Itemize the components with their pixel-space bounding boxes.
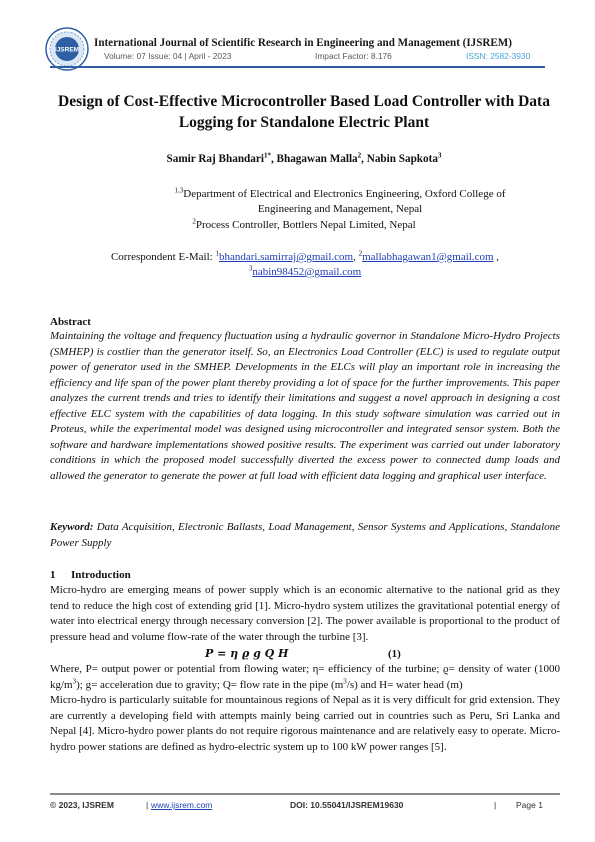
- email-link[interactable]: nabin98452@gmail.com: [252, 266, 362, 278]
- intro-paragraph-where: [50, 662, 560, 693]
- where-text: Where, P= output power or potential from flowing water; η= efficiency of the turbine; ϱ= density of water (1000 kg/m: [50, 663, 560, 691]
- journal-volume: Volume: 07 Issue: 04 | April - 2023: [104, 51, 232, 61]
- intro-paragraph-2: Micro-hydro is particularly suitable for mountainous regions of Nepal as it is very difficult for grid extension. They are currently a developing field with attempts mainly being carried out in countries such as Peru, Sri Lanka and Nepal [4]. Micro-hydro power plants do not require rigorous maintenance and are relatively easy to operate. Micro-hydro power stations are defined as hydro-electric system up to 100 kW power ranges [5].: [50, 694, 560, 753]
- affiliation-text: Process Controller, Bottlers Nepal Limited, Nepal: [195, 219, 416, 231]
- intro-paragraph-1: Micro-hydro are emerging means of power supply which is an economic alternative to the national grid as they tend to reduce the high cost of extending grid [1]. Micro-hydro system utilizes the gravitational potential energy of water into electrical energy through necessary conversion [2]. The power available is proportional to the product of pressure head and volume flow-rate of the water through the turbine [3].: [50, 584, 560, 643]
- where-sup: 3: [343, 676, 347, 685]
- where-sup: 3: [72, 676, 77, 685]
- footer-copyright: © 2023, IJSREM: [50, 800, 114, 810]
- author-name: Samir Raj Bhandari: [166, 153, 264, 165]
- author-sup: 1*: [263, 151, 271, 160]
- footer-separator: |: [494, 800, 497, 810]
- email-sup: 1: [215, 249, 219, 258]
- keywords-label: Keyword:: [50, 521, 94, 533]
- affiliation-sup: 1,3: [174, 186, 184, 195]
- email-sup: 2: [358, 249, 363, 258]
- journal-impact-factor: Impact Factor: 8.176: [315, 51, 392, 61]
- abstract-text: Maintaining the voltage and frequency fluctuation using a hydraulic governor in Standalone Micro-Hydro Projects (SMHEP) is costlier than the generator itself. So, an Electronics Load Controller (ELC) is used to regulate output power of generator used in the SMHEP. Developments in the ELCs will play an important role in increasing the efficiency and life span of the power plant thereby providing a lot of space for the further improvements. This paper analyzes the current trends and tries to identify their limitations and suggest a novel approach in designing a cost effective ELC system with the capabilities of data logging. In this study software simulation was carried out in Proteus, while the experimental model was designed using microcontroller and integrated sensor system. Both the software and hardware implementations showed positive results. The experiment was carried out under laboratory conditions in which the proposed model successfully diverted the excess power to connected dump loads and allowed the generator to generate the power at full load with efficient data logging and graphical user interface.: [50, 330, 560, 482]
- email-link[interactable]: mallabhagawan1@gmail.com: [362, 251, 494, 263]
- affiliation-2: [44, 219, 564, 231]
- where-text: /s) and H= water head (m): [346, 678, 463, 691]
- keywords: [50, 520, 560, 551]
- journal-title: International Journal of Scientific Research in Engineering and Management (IJSREM): [94, 37, 512, 49]
- logo-text: IJSREM: [54, 46, 80, 54]
- abstract-heading: Abstract: [50, 316, 91, 328]
- footer-divider: [50, 793, 560, 795]
- author-sup: 2: [357, 151, 362, 160]
- footer-website: [151, 800, 212, 810]
- email-sup: 3: [248, 264, 253, 273]
- email-link[interactable]: bhandari.samirraj@gmail.com: [218, 251, 354, 263]
- section-title: Introduction: [71, 569, 131, 581]
- footer-doi: DOI: 10.55041/IJSREM19630: [290, 800, 404, 810]
- where-text: ); g= acceleration due to gravity; Q= flow rate in the pipe (m: [76, 678, 344, 691]
- affiliation-1: [170, 187, 510, 217]
- equation-number: (1): [388, 648, 401, 660]
- footer-page-number: Page 1: [516, 800, 543, 810]
- affiliation-sup: 2: [192, 217, 196, 226]
- footer-separator: |: [146, 800, 149, 810]
- journal-issn: ISSN: 2582-3930: [466, 51, 531, 61]
- affiliation-text: Department of Electrical and Electronics Engineering, Oxford College of Engineering and Management, Nepal: [183, 188, 506, 215]
- author-name: Bhagawan Malla: [276, 153, 358, 165]
- paper-title: Design of Cost-Effective Microcontroller Based Load Controller with Data Logging for Standalone Electric Plant: [58, 93, 550, 131]
- author-sup: 3: [437, 151, 442, 160]
- section-heading: [50, 569, 131, 581]
- correspondent-emails: Correspondent E-Mail: $^1$bhandari.samirraj@gmail.com, $^2$mallabhagawan1@gmail.com , $^3$nabin98452@gmail.com: [110, 249, 500, 278]
- section-number: 1: [50, 569, 56, 581]
- author-name: Nabin Sapkota: [366, 153, 438, 165]
- keywords-text: Data Acquisition, Electronic Ballasts, Load Management, Sensor Systems and Applications, Standalone Power Supply: [50, 521, 561, 549]
- footer-website-link[interactable]: www.ijsrem.com: [151, 800, 213, 810]
- email-label: Correspondent E-Mail:: [110, 251, 213, 263]
- equation: P = η ϱ g Q H: [205, 647, 289, 660]
- author-list: Samir Raj Bhandari$^{1*}$, Bhagawan Malla$^2$, Nabin Sapkota$^3$: [166, 151, 442, 165]
- header-divider: [50, 66, 545, 68]
